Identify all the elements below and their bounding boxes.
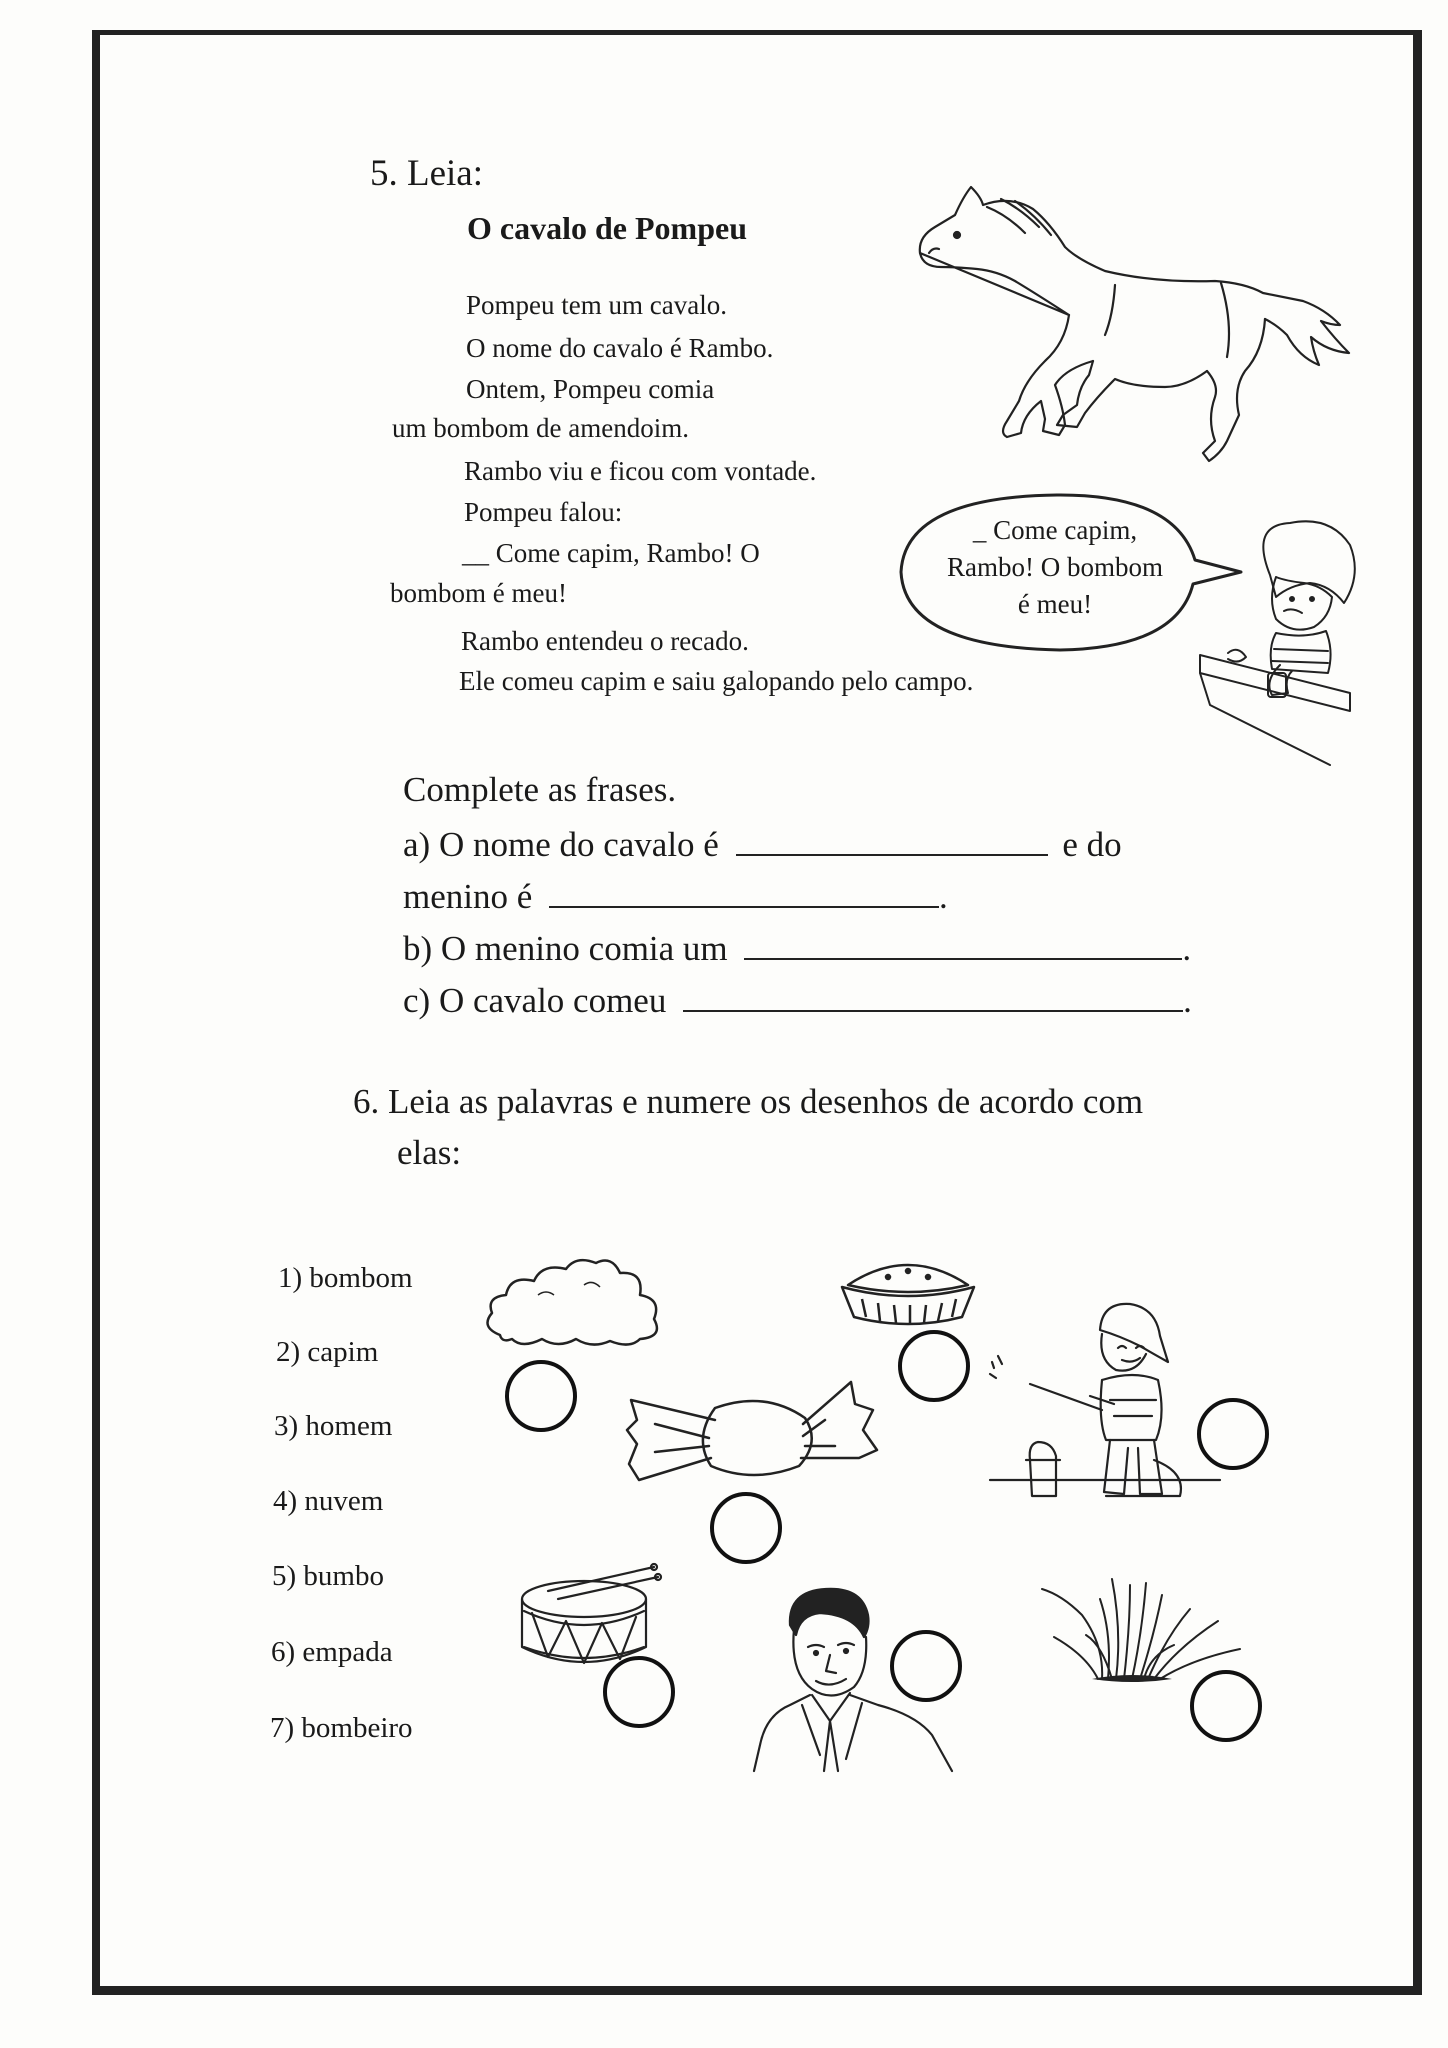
story-line: Pompeu tem um cavalo. [466, 290, 727, 320]
word-item: 5) bumbo [272, 1560, 384, 1592]
boy-eating-illustration [1180, 515, 1380, 765]
exercise-6-heading-cont: elas: [397, 1133, 462, 1172]
story-title: O cavalo de Pompeu [467, 210, 747, 246]
grass-illustration [1042, 1575, 1242, 1685]
answer-circle-drum[interactable] [603, 1656, 675, 1728]
answer-circle-cloud[interactable] [505, 1360, 577, 1432]
sentence-c [403, 980, 1192, 1021]
answer-circle-pie[interactable] [898, 1330, 970, 1402]
candy-illustration [625, 1380, 880, 1495]
story-line: Rambo viu e ficou com vontade. [464, 456, 817, 486]
word-item: 1) bombom [278, 1262, 413, 1294]
story-line: bombom é meu! [390, 578, 567, 608]
answer-circle-man[interactable] [890, 1630, 962, 1702]
sentence-c-text: c) O cavalo comeu [403, 981, 667, 1020]
complete-instruction: Complete as frases. [403, 770, 677, 809]
exercise-5-heading: 5. Leia: [370, 153, 484, 194]
answer-circle-grass[interactable] [1190, 1670, 1262, 1742]
cloud-illustration [480, 1255, 665, 1350]
word-item: 6) empada [271, 1636, 393, 1668]
pie-illustration [838, 1255, 978, 1335]
answer-blank-a-horse[interactable] [736, 824, 1048, 856]
word-item: 2) capim [276, 1336, 379, 1368]
story-line: um bombom de amendoim. [392, 413, 689, 443]
story-line: Ontem, Pompeu comia [466, 374, 715, 404]
story-line: __ Come capim, Rambo! O [462, 538, 760, 568]
period: . [1183, 981, 1192, 1020]
bubble-line: Rambo! O bombom [947, 552, 1163, 582]
period: . [1182, 929, 1192, 968]
answer-blank-a-boy[interactable] [549, 876, 939, 908]
word-item: 4) nuvem [273, 1485, 384, 1517]
exercise-6-heading: 6. Leia as palavras e numere os desenhos de acordo com [353, 1082, 1144, 1121]
sentence-a [403, 824, 1122, 865]
story-line: Pompeu falou: [464, 497, 623, 527]
sentence-a-text: a) O nome do cavalo é [403, 825, 719, 864]
firefighter-illustration [990, 1300, 1240, 1515]
word-item: 3) homem [274, 1410, 393, 1442]
period: . [939, 877, 948, 916]
answer-blank-b[interactable] [744, 928, 1182, 960]
sentence-a-continuation [403, 876, 948, 917]
answer-blank-c[interactable] [683, 980, 1183, 1012]
sentence-b-text: b) O menino comia um [403, 929, 728, 968]
answer-circle-firefighter[interactable] [1197, 1398, 1269, 1470]
story-line: Ele comeu capim e saiu galopando pelo campo. [459, 666, 974, 696]
speech-bubble-text [910, 512, 1200, 623]
answer-circle-candy[interactable] [710, 1492, 782, 1564]
story-line: Rambo entendeu o recado. [461, 626, 749, 656]
bubble-line: é meu! [1017, 589, 1093, 619]
horse-illustration [915, 175, 1365, 475]
story-line: O nome do cavalo é Rambo. [466, 333, 774, 363]
sentence-a-mid: e do [1062, 825, 1122, 864]
word-item: 7) bombeiro [270, 1712, 413, 1744]
bubble-line: _ Come capim, [972, 515, 1138, 545]
sentence-b [403, 928, 1191, 969]
sentence-a-cont-text: menino é [403, 877, 533, 916]
